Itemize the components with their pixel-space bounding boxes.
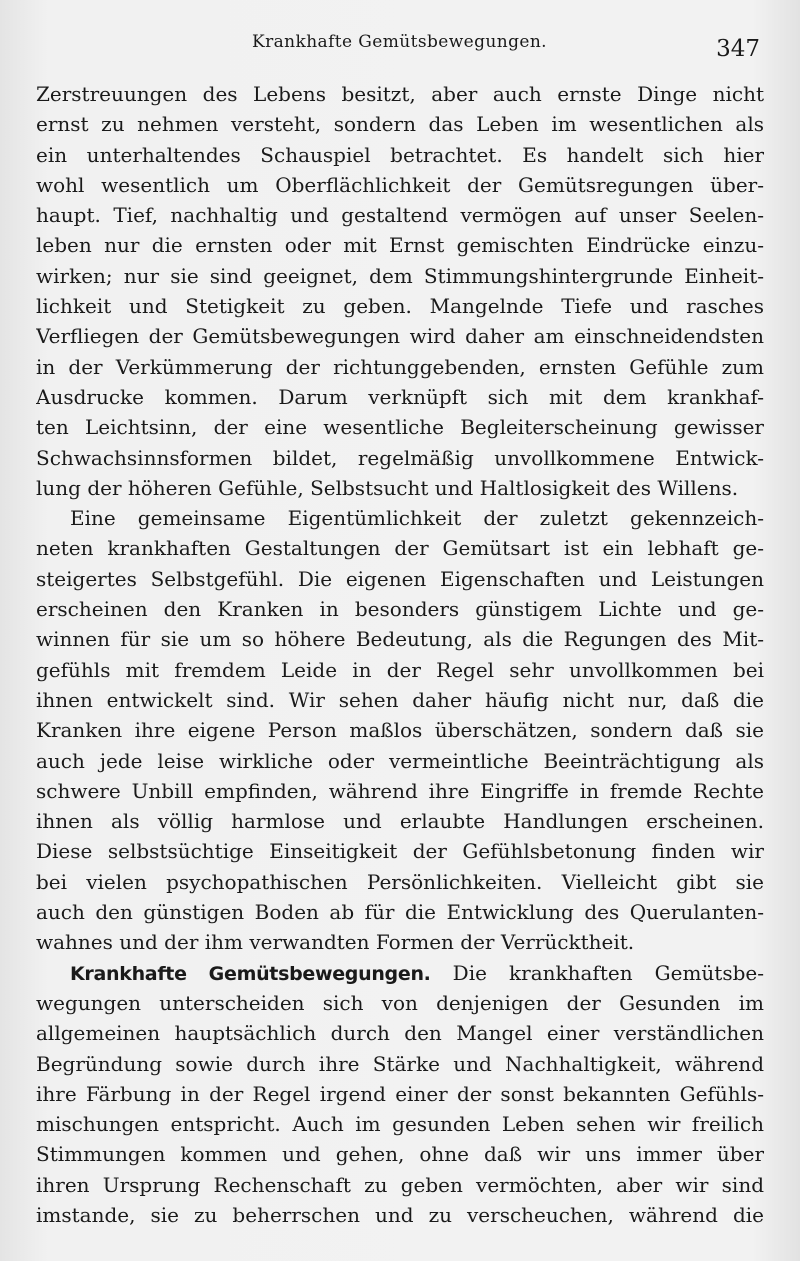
text-line: ein unterhaltendes Schauspiel betrachtet. Es handelt sich hier <box>36 142 764 167</box>
text-line: auch den günstigen Boden ab für die Entwicklung des Querulanten- <box>36 900 764 925</box>
text-line: wegungen unterscheiden sich von denjenigen der Gesunden im <box>36 990 764 1015</box>
text-line: steigertes Selbstgefühl. Die eigenen Eigenschaften und Leistungen <box>36 566 764 591</box>
text-line: lichkeit und Stetigkeit zu geben. Mangelnde Tiefe und rasches <box>36 294 764 319</box>
text-line: haupt. Tief, nachhaltig und gestaltend vermögen auf unser Seelen- <box>36 203 764 228</box>
text-line: gefühls mit fremdem Leide in der Regel sehr unvollkommen bei <box>36 657 764 682</box>
text-line: ernst zu nehmen versteht, sondern das Leben im wesentlichen als <box>36 112 764 137</box>
section-first-line <box>36 958 764 988</box>
text-line: ihnen entwickelt sind. Wir sehen daher häufig nicht nur, daß die <box>36 687 764 712</box>
text-line: Diese selbstsüchtige Einseitigkeit der Gefühlsbetonung finden wir <box>36 839 764 864</box>
text-line: wohl wesentlich um Oberflächlichkeit der Gemütsregungen über- <box>36 172 764 197</box>
body-text <box>36 79 764 1230</box>
text-line: ten Leichtsinn, der eine wesentliche Begleiterscheinung gewisser <box>36 415 764 440</box>
text-line: Verfliegen der Gemütsbewegungen wird daher am einschneidendsten <box>36 324 764 349</box>
text-line: leben nur die ernsten oder mit Ernst gemischten Eindrücke einzu- <box>36 233 764 258</box>
text-line: erscheinen den Kranken in besonders günstigem Lichte und ge- <box>36 597 764 622</box>
section-heading: Krankhafte Gemütsbewegungen. <box>70 962 431 985</box>
text-line: in der Verkümmerung der richtunggebenden, ernsten Gefühle zum <box>36 354 764 379</box>
text-line: bei vielen psychopathischen Persönlichkeiten. Vielleicht gibt sie <box>36 869 764 894</box>
page-number: 347 <box>716 36 760 62</box>
text-line: allgemeinen hauptsächlich durch den Mangel einer verständlichen <box>36 1021 764 1046</box>
text-line: ihnen als völlig harmlose und erlaubte Handlungen erscheinen. <box>36 809 764 834</box>
text-line: mischungen entspricht. Auch im gesunden Leben sehen wir freilich <box>36 1112 764 1137</box>
running-title: Krankhafte Gemütsbewegungen. <box>252 32 547 52</box>
text-line: Kranken ihre eigene Person maßlos überschätzen, sondern daß sie <box>36 718 764 743</box>
text-line: wahnes und der ihm verwandten Formen der Verrücktheit. <box>36 930 635 955</box>
text-line: winnen für sie um so höhere Bedeutung, als die Regungen des Mit- <box>36 627 764 652</box>
text-line: ihren Ursprung Rechenschaft zu geben vermöchten, aber wir sind <box>36 1172 764 1197</box>
text-line: Eine gemeinsame Eigentümlichkeit der zuletzt gekennzeich- <box>70 506 764 531</box>
text-line: schwere Unbill empfinden, während ihre Eingriffe in fremde Rechte <box>36 778 764 803</box>
section-first-line-rest: Die krankhaften Gemütsbe- <box>452 960 764 985</box>
text-line: Ausdrucke kommen. Darum verknüpft sich mit dem krankhaf- <box>36 384 764 409</box>
text-line: neten krankhaften Gestaltungen der Gemütsart ist ein lebhaft ge- <box>36 536 764 561</box>
text-line: imstande, sie zu beherrschen und zu verscheuchen, während die <box>36 1202 764 1227</box>
page-header <box>36 30 766 66</box>
text-line: wirken; nur sie sind geeignet, dem Stimmungshintergrunde Einheit- <box>36 263 764 288</box>
text-line: Schwachsinnsformen bildet, regelmäßig unvollkommene Entwick- <box>36 445 764 470</box>
text-line: Begründung sowie durch ihre Stärke und Nachhaltigkeit, während <box>36 1051 764 1076</box>
text-line: ihre Färbung in der Regel irgend einer der sonst bekannten Gefühls- <box>36 1081 764 1106</box>
text-line: lung der höheren Gefühle, Selbstsucht und Haltlosigkeit des Willens. <box>36 475 739 500</box>
text-line: Stimmungen kommen und gehen, ohne daß wir uns immer über <box>36 1142 764 1167</box>
text-line: auch jede leise wirkliche oder vermeintliche Beeinträchtigung als <box>36 748 764 773</box>
text-line: Zerstreuungen des Lebens besitzt, aber auch ernste Dinge nicht <box>36 82 764 106</box>
